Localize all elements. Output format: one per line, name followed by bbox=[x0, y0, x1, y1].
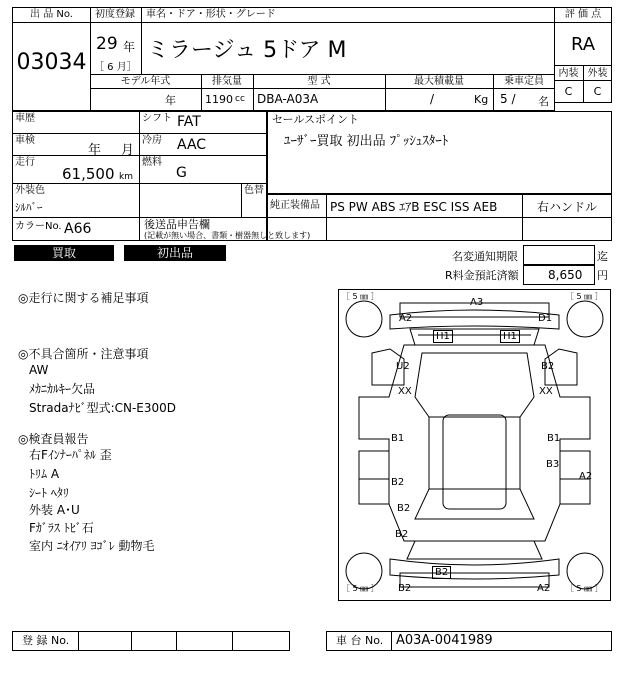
car-name-label: 車名・ドア・形状・グレード bbox=[146, 9, 276, 20]
max-load-label: 最大積載量 bbox=[414, 76, 464, 87]
registration-label: 登 録 No. bbox=[22, 634, 70, 647]
mileage-value: 61,500 bbox=[62, 165, 115, 183]
defect-item: Stradaﾅﾋﾞ型式:CN-E300D bbox=[29, 401, 177, 415]
model-year-unit: 年 bbox=[165, 94, 176, 107]
driving-notes-title: ◎走行に関する補足事項 bbox=[18, 291, 149, 305]
mark-h1-left: H1 bbox=[433, 330, 453, 343]
mark-b2-left: B2 bbox=[391, 477, 405, 488]
inspector-item: ﾄﾘﾑ A bbox=[29, 467, 60, 481]
mark-b1-right: B1 bbox=[547, 433, 561, 444]
mark-xx-right: XX bbox=[539, 386, 553, 397]
model-code: DBA-A03A bbox=[257, 92, 319, 106]
sales-point-label: セールスポイント bbox=[272, 113, 360, 126]
tag-buyback: 買取 bbox=[14, 245, 114, 261]
inspection-label: 車検 bbox=[15, 135, 35, 146]
mark-b3: B3 bbox=[546, 459, 560, 470]
defect-title: ◎不具合箇所・注意事項 bbox=[18, 347, 149, 361]
max-load-sep: / bbox=[430, 92, 435, 106]
rating-score: RA bbox=[570, 34, 596, 55]
first-reg-label: 初度登録 bbox=[95, 9, 135, 20]
displacement-label: 排気量 bbox=[212, 76, 242, 87]
first-reg-month: ［ 6 月］ bbox=[94, 62, 137, 73]
mileage-label: 走行 bbox=[15, 157, 35, 168]
name-change-label: 名変通知期限 bbox=[452, 250, 518, 263]
recycle-label: R料金預託済額 bbox=[445, 269, 519, 282]
mark-b1-left: B1 bbox=[391, 433, 405, 444]
defect-item: AW bbox=[29, 363, 49, 377]
interior-score: C bbox=[564, 85, 573, 98]
tire-depth-rl: ［ 5 ㎜ ］ bbox=[342, 584, 379, 593]
displacement-value: 1190 bbox=[205, 93, 233, 106]
equipment-value: PS PW ABS ｴｱB ESC ISS AEB bbox=[330, 200, 498, 214]
mark-a2-front: A2 bbox=[399, 313, 413, 324]
history-label: 車歴 bbox=[15, 113, 35, 124]
mark-b2-rear-bumper: B2 bbox=[398, 583, 412, 594]
inspection-month: 月 bbox=[121, 143, 135, 158]
car-name: ミラージュ 5ドア M bbox=[147, 38, 347, 63]
exterior-label: 外装 bbox=[587, 68, 608, 79]
late-report-note: (記載が無い場合、書類・樹器無しと致します) bbox=[144, 231, 311, 240]
color-no-value: A66 bbox=[64, 221, 92, 237]
recycle-unit: 円 bbox=[597, 269, 608, 282]
handle-value: 右ハンドル bbox=[536, 200, 597, 214]
name-change-field bbox=[523, 245, 595, 265]
tire-depth-rr: ［ 5 ㎜ ］ bbox=[566, 584, 603, 593]
ext-color-value: ｼﾙﾊﾞｰ bbox=[15, 201, 43, 214]
max-load-unit: Kg bbox=[474, 93, 489, 106]
mark-b2-bottom: B2 bbox=[432, 566, 451, 579]
inspector-item: ｼｰﾄ ﾍﾀﾘ bbox=[29, 486, 69, 500]
color-no-label: カラーNo. bbox=[15, 221, 62, 232]
name-change-unit: 迄 bbox=[597, 250, 608, 263]
ext-color-label: 外装色 bbox=[15, 185, 45, 196]
chassis-value: A03A-0041989 bbox=[396, 633, 493, 648]
mileage-unit: km bbox=[119, 172, 133, 182]
defect-item: ﾒｶﾆｶﾙｷｰ欠品 bbox=[29, 382, 96, 396]
mark-a3: A3 bbox=[470, 297, 484, 308]
capacity-unit: 名 bbox=[538, 95, 549, 108]
first-reg-year-unit: 年 bbox=[123, 40, 136, 54]
ac-value: AAC bbox=[177, 137, 207, 153]
fuel-label: 燃料 bbox=[142, 157, 162, 168]
mark-h1-right: H1 bbox=[500, 330, 520, 343]
fuel-value: G bbox=[176, 165, 187, 181]
tire-depth-fr: ［ 5 ㎜ ］ bbox=[566, 292, 603, 301]
inspector-item: 室内 ﾆｵｲｱﾘ ﾖｺﾞﾚ 動物毛 bbox=[29, 539, 155, 553]
sales-point-value: ﾕｰｻﾞｰ買取 初出品 ﾌﾟｯｼｭｽﾀｰﾄ bbox=[284, 134, 449, 149]
capacity-label: 乗車定員 bbox=[504, 76, 544, 87]
inspector-item: 右Fｲﾝﾅｰﾊﾟﾈﾙ 歪 bbox=[29, 448, 112, 462]
model-year-label: モデル年式 bbox=[120, 76, 171, 87]
rating-label: 評 価 点 bbox=[564, 9, 602, 20]
mark-u2: U2 bbox=[396, 361, 410, 372]
inspector-item: 外装 A･U bbox=[29, 503, 80, 517]
lot-number: 03034 bbox=[16, 50, 87, 75]
inspector-title: ◎検査員報告 bbox=[18, 432, 89, 446]
shift-value: FAT bbox=[177, 114, 201, 130]
interior-label: 内装 bbox=[558, 68, 579, 79]
inspector-item: Fｶﾞﾗｽ ﾄﾋﾞ石 bbox=[29, 521, 94, 535]
mark-d1: D1 bbox=[538, 313, 553, 324]
shift-label: シフト bbox=[142, 113, 172, 124]
displacement-unit: cc bbox=[235, 94, 245, 104]
exterior-score: C bbox=[593, 85, 602, 98]
equipment-label: 純正装備品 bbox=[270, 200, 320, 211]
chassis-label: 車 台 No. bbox=[336, 634, 384, 647]
model-code-label: 型 式 bbox=[307, 76, 331, 87]
lot-number-label: 出 品 No. bbox=[30, 9, 73, 20]
late-report-label: 後送品申告欄 bbox=[144, 218, 210, 231]
mark-xx-left: XX bbox=[398, 386, 412, 397]
capacity-value: 5 / bbox=[500, 92, 516, 106]
repaint-label: 色替 bbox=[244, 185, 264, 196]
tag-first-listing: 初出品 bbox=[124, 245, 226, 261]
recycle-value: 8,650 bbox=[548, 268, 583, 282]
mark-b2-rear-left: B2 bbox=[395, 529, 409, 540]
ac-label: 冷房 bbox=[142, 135, 162, 146]
car-outline bbox=[338, 289, 611, 601]
inspection-year: 年 bbox=[88, 143, 102, 158]
mark-a2-right: A2 bbox=[579, 471, 593, 482]
mark-b2-rf: B2 bbox=[541, 361, 555, 372]
mark-a2-bottom: A2 bbox=[537, 583, 551, 594]
mark-b2-left2: B2 bbox=[397, 503, 411, 514]
first-reg-year: 29 bbox=[96, 34, 118, 54]
tire-depth-fl: ［ 5 ㎜ ］ bbox=[342, 292, 379, 301]
